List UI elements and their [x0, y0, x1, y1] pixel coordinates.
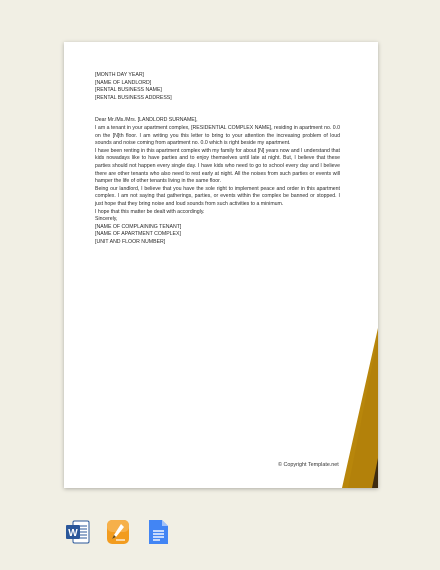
letter-paragraph: I am a tenant in your apartment complex, [RESIDENTIAL COMPLEX NAME], residing in apartment no. 0.0 on the [N]th floor. I am writing you this letter to bring to your attention the increasing problem of loud sounds and noise coming from apartment no. 0.0 which is right beside my apartment. [95, 124, 340, 147]
signature-line: [NAME OF APARTMENT COMPLEX] [95, 231, 181, 238]
svg-text:W: W [68, 528, 78, 539]
signature-block [95, 224, 340, 247]
letter-paragraph: Being our landlord, I believe that you have the sole right to implement peace and order in this apartment complex. I am not saying that gatherings, parties, or events within the complex be banned or stopped. I just hope that they bring noise and loud sounds from such activities to a minimum. [95, 185, 340, 207]
letter-date: [MONTH DAY YEAR] [95, 72, 145, 78]
landlord-address [95, 80, 340, 103]
app-compatibility-bar [66, 518, 170, 546]
letter-salutation: Dear Mr./Ms./Mrs. [LANDLORD SURNAME], [95, 117, 198, 124]
google-docs-icon[interactable] [146, 518, 170, 546]
letter-paragraph: I have been renting in this apartment complex with my family for about [N] years now and I understand that kids nowadays like to have parties and to enjoy themselves until late at night. But, I believe that these parties should not happen every single day. I have kids who need to go to school every day and I believe there are other tenants who also need to rest early at night. All the noises from such parties or events will hamper the life of other tenants living in the same floor. [95, 147, 340, 185]
document-page [64, 42, 378, 488]
letter-paragraph: I hope that this matter be dealt with accordingly. [95, 208, 205, 215]
address-line: [RENTAL BUSINESS NAME] [95, 87, 162, 94]
apple-pages-icon[interactable] [106, 518, 130, 546]
signature-line: [UNIT AND FLOOR NUMBER] [95, 238, 166, 245]
copyright-text: © Copyright Template.net [278, 462, 339, 468]
letter-body [95, 72, 340, 246]
signature-line: [NAME OF COMPLAINING TENANT] [95, 223, 182, 230]
microsoft-word-icon[interactable] [66, 518, 90, 546]
address-line: [RENTAL BUSINESS ADDRESS] [95, 94, 172, 101]
letter-closing: Sincerely, [95, 216, 118, 223]
address-line: [NAME OF LANDLORD] [95, 79, 152, 86]
corner-decoration [342, 328, 378, 488]
